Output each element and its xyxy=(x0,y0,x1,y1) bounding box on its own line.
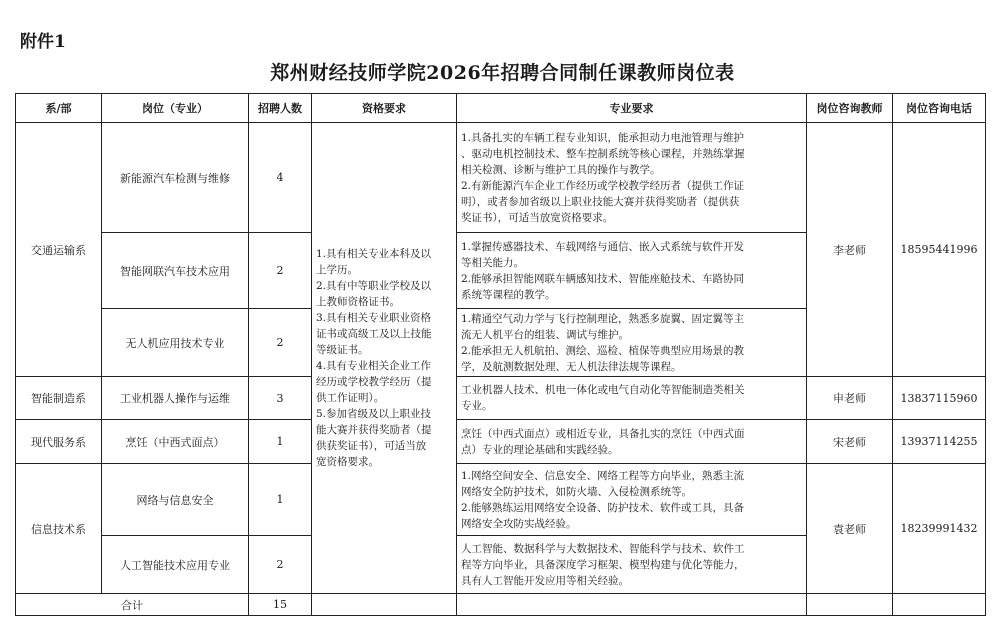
table-row xyxy=(16,464,986,536)
qualification-line: 4.具有专业相关企业工作 xyxy=(316,360,432,372)
requirement-line: 相关检测、诊断与维护工具的操作与教学。 xyxy=(461,163,661,176)
major-requirement xyxy=(457,123,807,233)
major-requirement xyxy=(457,377,807,420)
contact-phone-service: 13937114255 xyxy=(893,420,986,464)
positions-table xyxy=(15,93,986,616)
requirement-line: 具有人工智能开发应用等相关经验。 xyxy=(461,574,629,587)
contact-teacher-manufacturing: 申老师 xyxy=(807,377,893,420)
position-name: 网络与信息安全 xyxy=(102,464,249,536)
requirement-line: 流无人机平台的组装、调试与维护。 xyxy=(461,328,629,341)
requirement-line: 2.能够承担智能网联车辆感知技术、智能座舱技术、车路协同 xyxy=(461,272,745,285)
qualification-line: 供获奖证书），可适当放 xyxy=(316,440,427,452)
qualification-line: 上教师资格证书。 xyxy=(316,296,400,308)
requirement-line: 点）专业的理论基础和实践经验。 xyxy=(461,443,619,456)
major-requirement xyxy=(457,536,807,594)
contact-teacher-service: 宋老师 xyxy=(807,420,893,464)
qualification-line: 2.具有中等职业学校及以 xyxy=(316,280,432,292)
contact-phone-manufacturing: 13837115960 xyxy=(893,377,986,420)
header-contact-teacher: 岗位咨询教师 xyxy=(807,94,893,123)
department-transport: 交通运输系 xyxy=(16,123,102,377)
position-count: 3 xyxy=(249,377,312,420)
requirement-line: 2.能承担无人机航拍、测绘、巡检、植保等典型应用场景的教 xyxy=(461,344,745,357)
contact-phone-transport: 18595441996 xyxy=(893,123,986,377)
major-requirement xyxy=(457,420,807,464)
qualification-line: 3.具有相关专业职业资格 xyxy=(316,312,432,324)
requirement-line: 人工智能、数据科学与大数据技术、智能科学与技术、软件工 xyxy=(461,542,745,555)
header-count: 招聘人数 xyxy=(249,94,312,123)
header-position: 岗位（专业） xyxy=(102,94,249,123)
header-contact-phone: 岗位咨询电话 xyxy=(893,94,986,123)
requirement-line: 工业机器人技术、机电一体化或电气自动化等智能制造类相关 xyxy=(461,384,745,396)
requirement-line: 2.有新能源汽车企业工作经历或学校教学经历者（提供工作证 xyxy=(461,179,745,192)
qualification-line: 供工作证明）。 xyxy=(316,392,385,404)
qualification-line: 经历或学校教学经历（提 xyxy=(316,376,432,388)
qualification-line: 宽资格要求。 xyxy=(316,456,379,468)
requirement-line: 烹饪（中西式面点）或相近专业，具备扎实的烹饪（中西式面 xyxy=(461,427,745,440)
requirement-line: 专业。 xyxy=(461,400,493,412)
empty-cell xyxy=(807,594,893,616)
position-name: 烹饪（中西式面点） xyxy=(102,420,249,464)
contact-phone-it: 18239991432 xyxy=(893,464,986,594)
department-it: 信息技术系 xyxy=(16,464,102,594)
major-requirement xyxy=(457,233,807,309)
header-row xyxy=(16,94,986,123)
department-manufacturing: 智能制造系 xyxy=(16,377,102,420)
contact-teacher-it: 袁老师 xyxy=(807,464,893,594)
requirement-line: 1.网络空间安全、信息安全、网络工程等方向毕业，熟悉主流 xyxy=(461,469,745,482)
empty-cell xyxy=(312,594,457,616)
empty-cell xyxy=(457,594,807,616)
attachment-label: 附件1 xyxy=(20,32,66,52)
qualification-line: 能大赛并获得奖励者（提 xyxy=(316,424,432,436)
requirement-line: 1.掌握传感器技术、车载网络与通信、嵌入式系统与软件开发 xyxy=(461,240,745,253)
requirement-line: 系统等课程的教学。 xyxy=(461,288,556,301)
position-name: 智能网联汽车技术应用 xyxy=(102,233,249,309)
requirement-line: 2.能够熟练运用网络安全设备、防护技术、软件或工具，具备 xyxy=(461,501,745,514)
total-label: 合计 xyxy=(16,594,249,616)
qualification-line: 上学历。 xyxy=(316,264,358,276)
contact-teacher-transport: 李老师 xyxy=(807,123,893,377)
table-row xyxy=(16,123,986,233)
total-row xyxy=(16,594,986,616)
empty-cell xyxy=(893,594,986,616)
position-name: 无人机应用技术专业 xyxy=(102,309,249,377)
position-count: 2 xyxy=(249,233,312,309)
header-qualification: 资格要求 xyxy=(312,94,457,123)
position-count: 2 xyxy=(249,536,312,594)
header-department: 系/部 xyxy=(16,94,102,123)
total-count: 15 xyxy=(249,594,312,616)
qualification-requirements xyxy=(312,123,457,594)
header-major-requirement: 专业要求 xyxy=(457,94,807,123)
requirement-line: 明），或者参加省级以上职业技能大赛并获得奖励者（提供获 xyxy=(461,195,740,208)
position-count: 1 xyxy=(249,420,312,464)
requirement-line: 网络安全攻防实战经验。 xyxy=(461,517,577,530)
position-name: 人工智能技术应用专业 xyxy=(102,536,249,594)
qualification-line: 1.具有相关专业本科及以 xyxy=(316,248,432,260)
requirement-line: 1.具备扎实的车辆工程专业知识，能承担动力电池管理与维护 xyxy=(461,131,745,144)
position-count: 1 xyxy=(249,464,312,536)
major-requirement xyxy=(457,464,807,536)
table-row xyxy=(16,420,986,464)
requirement-line: 网络安全防护技术，如防火墙、入侵检测系统等。 xyxy=(461,485,692,498)
requirement-line: 1.精通空气动力学与飞行控制理论，熟悉多旋翼、固定翼等主 xyxy=(461,312,745,325)
page-title: 郑州财经技师学院2026年招聘合同制任课教师岗位表 xyxy=(270,62,735,84)
requirement-line: 等相关能力。 xyxy=(461,256,524,269)
requirement-line: 程等方向毕业，具备深度学习框架、模型构建与优化等能力， xyxy=(461,558,745,571)
position-count: 4 xyxy=(249,123,312,233)
qualification-line: 等级证书。 xyxy=(316,344,369,356)
position-name: 新能源汽车检测与维修 xyxy=(102,123,249,233)
requirement-line: 学，及航测数据处理、无人机法律法规等课程。 xyxy=(461,360,682,373)
requirement-line: 、驱动电机控制技术、整车控制系统等核心课程，并熟练掌握 xyxy=(461,147,745,160)
qualification-line: 证书或高级工及以上技能 xyxy=(316,328,432,340)
major-requirement xyxy=(457,309,807,377)
position-count: 2 xyxy=(249,309,312,377)
table-row xyxy=(16,377,986,420)
requirement-line: 奖证书），可适当放宽资格要求。 xyxy=(461,211,614,224)
department-service: 现代服务系 xyxy=(16,420,102,464)
position-name: 工业机器人操作与运维 xyxy=(102,377,249,420)
qualification-line: 5.参加省级及以上职业技 xyxy=(316,408,432,420)
